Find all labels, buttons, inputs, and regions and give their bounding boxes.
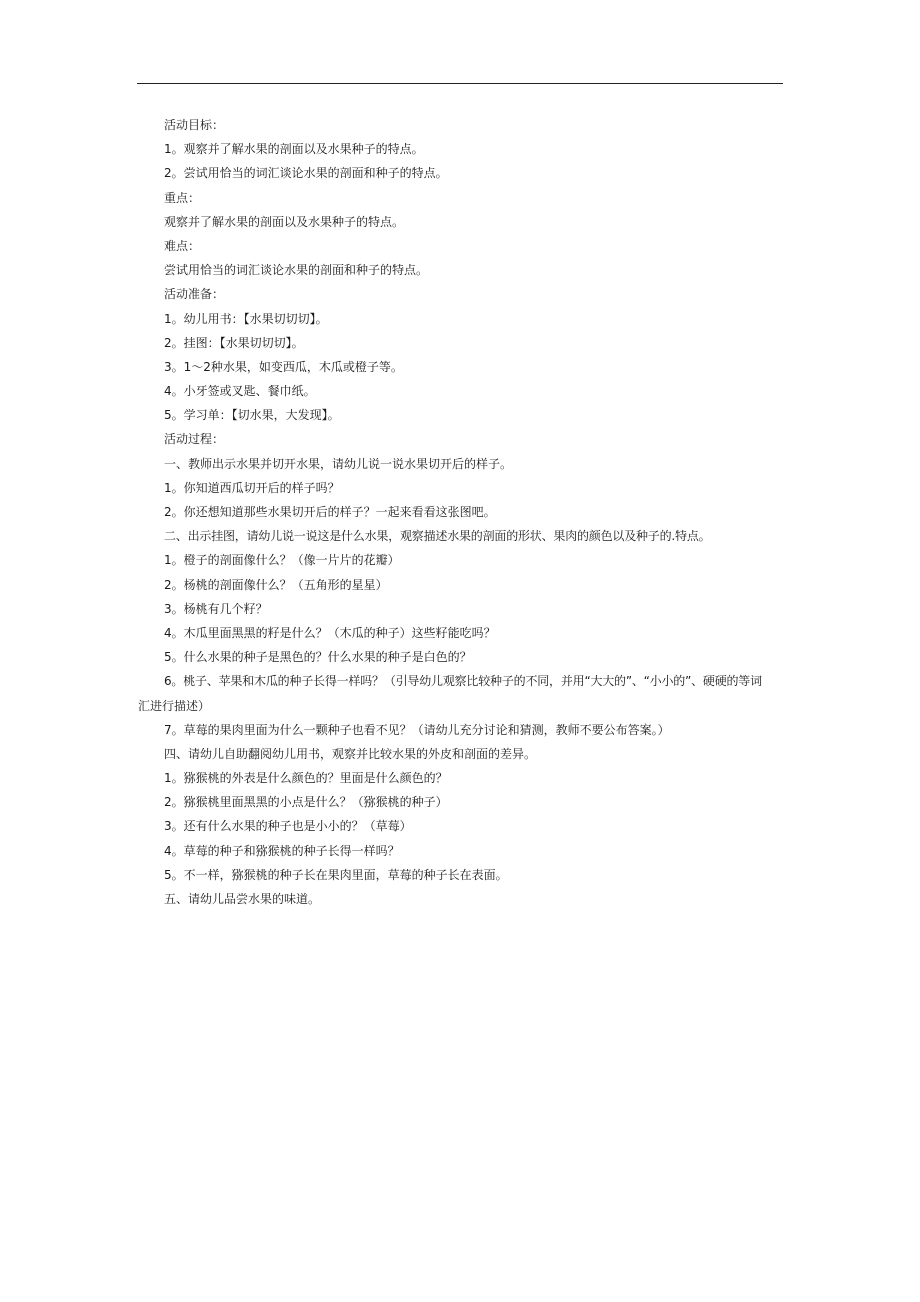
text-line: 5。什么水果的种子是黑色的？什么水果的种子是白色的？ [164,650,472,665]
section-heading-difficulties: 难点： [164,238,201,253]
text-line: 2。猕猴桃里面黑黑的小点是什么？（猕猴桃的种子） [164,795,448,810]
section-heading-process: 活动过程： [164,432,225,447]
header-rule [137,83,783,84]
text-line: 7。草莓的果肉里面为什么一颗种子也看不见？（请幼儿充分讨论和猜测，教师不要公布答案。） [164,722,670,737]
text-line: 4。草莓的种子和猕猴桃的种子长得一样吗？ [164,843,400,858]
text-line: 1。观察并了解水果的剖面以及水果种子的特点。 [164,142,424,157]
text-line: 四、请幼儿自助翻阅幼儿用书，观察并比较水果的外皮和剖面的差异。 [164,746,537,761]
text-line: 2。尝试用恰当的词汇谈论水果的剖面和种子的特点。 [164,166,448,181]
section-heading-preparation: 活动准备： [164,287,225,302]
text-line: 一、教师出示水果并切开水果，请幼儿说一说水果切开后的样子。 [164,456,513,471]
text-line: 5。不一样，猕猴桃的种子长在果肉里面，草莓的种子长在表面。 [164,867,508,882]
text-line-continued: 汇进行描述） [138,698,211,713]
text-line: 3。1～2种水果，如变西瓜，木瓜或橙子等。 [164,359,403,374]
text-line: 2。你还想知道那些水果切开后的样子？一起来看看这张图吧。 [164,505,496,519]
text-line: 尝试用恰当的词汇谈论水果的剖面和种子的特点。 [164,263,429,278]
text-line: 1。你知道西瓜切开后的样子吗？ [164,480,340,495]
section-heading-goals: 活动目标： [164,118,225,132]
text-line: 2。杨桃的剖面像什么？（五角形的星星） [164,577,388,592]
text-line: 五、请幼儿品尝水果的味道。 [164,892,321,906]
document-body [138,113,786,911]
text-line: 二、出示挂图，请幼儿说一说这是什么水果，观察描述水果的剖面的形状、果肉的颜色以及种子的.特点。 [164,529,711,544]
text-line: 3。还有什么水果的种子也是小小的？（草莓） [164,819,412,834]
section-heading-key-points: 重点： [164,190,201,205]
text-line: 6。桃子、苹果和木瓜的种子长得一样吗？（引导幼儿观察比较种子的不同，并用“大大的”、“小小的”、硬硬的等词 [164,674,762,689]
text-line: 1。猕猴桃的外表是什么颜色的？里面是什么颜色的？ [164,771,448,786]
text-line: 3。杨桃有几个籽？ [164,601,268,616]
text-line: 5。学习单：【切水果，大发现】。 [164,408,340,423]
text-line: 2。挂图：【水果切切切】。 [164,335,304,350]
text-line: 观察并了解水果的剖面以及水果种子的特点。 [164,214,405,229]
text-line: 4。小牙签或叉匙、餐巾纸。 [164,384,316,399]
text-line: 1。橙子的剖面像什么？（像一片片的花瓣） [164,553,400,568]
text-line: 1。幼儿用书：【水果切切切】。 [164,311,328,326]
text-line: 4。木瓜里面黑黑的籽是什么？（木瓜的种子）这些籽能吃吗？ [164,625,496,640]
